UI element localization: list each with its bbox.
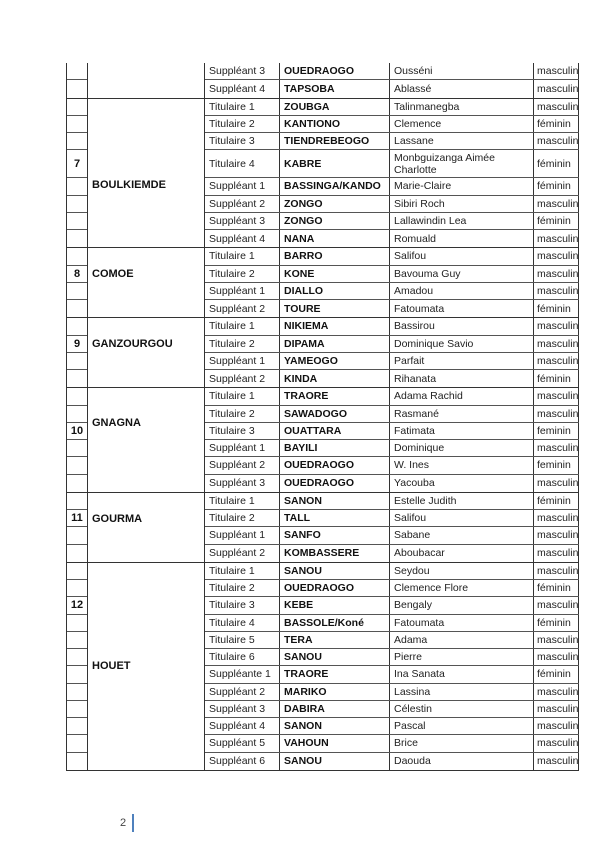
table-row xyxy=(205,475,579,492)
table-row xyxy=(205,440,579,457)
number-column xyxy=(66,563,88,770)
sex-cell: masculin xyxy=(534,527,579,543)
sex-cell: masculin xyxy=(534,266,579,282)
table-row xyxy=(205,266,579,283)
firstname-cell: Salifou xyxy=(390,510,534,526)
number-cell xyxy=(67,493,87,510)
lastname-cell: DIPAMA xyxy=(280,336,390,352)
lastname-cell: SANOU xyxy=(280,753,390,770)
sex-cell: masculin xyxy=(534,545,579,562)
role-cell: Suppléant 2 xyxy=(205,196,280,212)
role-cell: Titulaire 6 xyxy=(205,649,280,665)
firstname-cell: Ablassé xyxy=(390,80,534,97)
number-cell xyxy=(67,701,87,718)
number-cell xyxy=(67,370,87,387)
role-cell: Suppléant 4 xyxy=(205,80,280,97)
number-cell xyxy=(67,80,87,97)
firstname-cell: Adama xyxy=(390,632,534,648)
role-cell: Titulaire 5 xyxy=(205,632,280,648)
lastname-cell: SANOU xyxy=(280,563,390,579)
number-cell: 12 xyxy=(67,597,87,614)
number-cell xyxy=(67,545,87,562)
firstname-cell: Clemence xyxy=(390,116,534,132)
number-cell xyxy=(67,649,87,666)
sex-cell: masculin xyxy=(534,318,579,334)
number-cell xyxy=(67,684,87,701)
table-row xyxy=(205,701,579,718)
lastname-cell: OUEDRAOGO xyxy=(280,475,390,492)
role-cell: Titulaire 2 xyxy=(205,336,280,352)
firstname-cell: Dominique xyxy=(390,440,534,456)
role-cell: Suppléant 2 xyxy=(205,457,280,473)
role-cell: Suppléante 1 xyxy=(205,666,280,682)
role-cell: Suppléant 3 xyxy=(205,213,280,229)
number-cell xyxy=(67,632,87,649)
role-cell: Suppléant 3 xyxy=(205,63,280,79)
region-group xyxy=(66,493,579,563)
role-cell: Suppléant 1 xyxy=(205,353,280,369)
number-cell xyxy=(67,213,87,230)
region-name: GOURMA xyxy=(92,512,143,525)
sex-cell: masculin xyxy=(534,80,579,97)
firstname-cell: Yacouba xyxy=(390,475,534,492)
lastname-cell: ZONGO xyxy=(280,213,390,229)
firstname-cell: Sibiri Roch xyxy=(390,196,534,212)
number-cell xyxy=(67,615,87,632)
role-cell: Titulaire 2 xyxy=(205,116,280,132)
lastname-cell: BAYILI xyxy=(280,440,390,456)
firstname-cell: Aboubacar xyxy=(390,545,534,562)
role-cell: Suppléant 1 xyxy=(205,283,280,299)
lastname-cell: OUEDRAOGO xyxy=(280,457,390,473)
table-row xyxy=(205,99,579,116)
sex-cell: masculin xyxy=(534,649,579,665)
table-row xyxy=(205,116,579,133)
role-cell: Suppléant 5 xyxy=(205,735,280,751)
sex-cell: masculin xyxy=(534,99,579,115)
number-cell xyxy=(67,248,87,265)
sex-cell: masculin xyxy=(534,718,579,734)
role-cell: Titulaire 3 xyxy=(205,133,280,149)
sex-cell: féminin xyxy=(534,580,579,596)
number-cell: 7 xyxy=(67,150,87,178)
lastname-cell: OUEDRAOGO xyxy=(280,580,390,596)
firstname-cell: Bengaly xyxy=(390,597,534,613)
table-row xyxy=(205,666,579,683)
lastname-cell: BARRO xyxy=(280,248,390,264)
sex-cell: masculin xyxy=(534,336,579,352)
firstname-cell: Pierre xyxy=(390,649,534,665)
lastname-cell: KABRE xyxy=(280,150,390,177)
number-cell xyxy=(67,133,87,150)
lastname-cell: NIKIEMA xyxy=(280,318,390,334)
firstname-cell: Fatimata xyxy=(390,423,534,439)
number-cell xyxy=(67,440,87,457)
lastname-cell: YAMEOGO xyxy=(280,353,390,369)
table-row xyxy=(205,318,579,335)
table-row xyxy=(205,563,579,580)
number-cell xyxy=(67,457,87,474)
table-row xyxy=(205,336,579,353)
role-cell: Suppléant 6 xyxy=(205,753,280,770)
role-cell: Titulaire 1 xyxy=(205,318,280,334)
sex-cell: masculin xyxy=(534,563,579,579)
table-row xyxy=(205,283,579,300)
role-cell: Suppléant 2 xyxy=(205,684,280,700)
firstname-cell: Adama Rachid xyxy=(390,388,534,404)
lastname-cell: KEBE xyxy=(280,597,390,613)
sex-cell: féminin xyxy=(534,178,579,194)
table-row xyxy=(205,632,579,649)
sex-cell: masculin xyxy=(534,353,579,369)
table-row xyxy=(205,370,579,387)
firstname-cell: Amadou xyxy=(390,283,534,299)
sex-cell: masculin xyxy=(534,440,579,456)
table-row xyxy=(205,735,579,752)
firstname-cell: Rihanata xyxy=(390,370,534,387)
number-cell xyxy=(67,196,87,213)
firstname-cell: Daouda xyxy=(390,753,534,770)
lastname-cell: DABIRA xyxy=(280,701,390,717)
firstname-cell: Bavouma Guy xyxy=(390,266,534,282)
region-group xyxy=(66,248,579,318)
table-row xyxy=(205,615,579,632)
number-cell xyxy=(67,666,87,683)
role-cell: Suppléant 1 xyxy=(205,178,280,194)
role-cell: Suppléant 1 xyxy=(205,527,280,543)
lastname-cell: DIALLO xyxy=(280,283,390,299)
lastname-cell: KOMBASSERE xyxy=(280,545,390,562)
number-cell xyxy=(67,99,87,116)
table-row xyxy=(205,753,579,770)
page-footer xyxy=(120,814,134,832)
region-name: GANZOURGOU xyxy=(92,338,173,351)
table-row xyxy=(205,718,579,735)
table-row xyxy=(205,510,579,527)
firstname-cell: Lassina xyxy=(390,684,534,700)
firstname-cell: Romuald xyxy=(390,230,534,247)
role-cell: Titulaire 2 xyxy=(205,580,280,596)
sex-cell: masculin xyxy=(534,283,579,299)
number-cell xyxy=(67,563,87,580)
firstname-cell: Marie-Claire xyxy=(390,178,534,194)
lastname-cell: SANON xyxy=(280,493,390,509)
region-cell xyxy=(88,99,205,248)
region-group xyxy=(66,318,579,388)
role-cell: Titulaire 1 xyxy=(205,388,280,404)
table-row xyxy=(205,248,579,265)
number-column xyxy=(66,99,88,248)
lastname-cell: BASSINGA/KANDO xyxy=(280,178,390,194)
region-name: GNAGNA xyxy=(92,416,141,429)
number-cell xyxy=(67,475,87,492)
lastname-cell: KINDA xyxy=(280,370,390,387)
firstname-cell: Talinmanegba xyxy=(390,99,534,115)
sex-cell: féminin xyxy=(534,666,579,682)
role-cell: Titulaire 4 xyxy=(205,150,280,177)
region-name: BOULKIEMDE xyxy=(92,179,166,192)
role-cell: Suppléant 4 xyxy=(205,230,280,247)
role-cell: Titulaire 3 xyxy=(205,597,280,613)
lastname-cell: TERA xyxy=(280,632,390,648)
firstname-cell: Monbguizanga Aimée Charlotte xyxy=(390,150,534,177)
firstname-cell: Brice xyxy=(390,735,534,751)
region-cell xyxy=(88,493,205,562)
lastname-cell: BASSOLE/Koné xyxy=(280,615,390,631)
sex-cell: masculin xyxy=(534,63,579,79)
sex-cell: masculin xyxy=(534,684,579,700)
candidates-table xyxy=(66,63,579,771)
table-row xyxy=(205,649,579,666)
sex-cell: féminin xyxy=(534,150,579,177)
role-cell: Suppléant 2 xyxy=(205,545,280,562)
number-cell: 9 xyxy=(67,336,87,353)
number-cell xyxy=(67,580,87,597)
table-row xyxy=(205,63,579,80)
table-row xyxy=(205,493,579,510)
table-row xyxy=(205,353,579,370)
lastname-cell: TIENDREBEOGO xyxy=(280,133,390,149)
number-column xyxy=(66,248,88,317)
lastname-cell: TRAORE xyxy=(280,666,390,682)
firstname-cell: Dominique Savio xyxy=(390,336,534,352)
role-cell: Titulaire 1 xyxy=(205,99,280,115)
sex-cell: masculin xyxy=(534,196,579,212)
region-group xyxy=(66,563,579,771)
lastname-cell: KANTIONO xyxy=(280,116,390,132)
sex-cell: masculin xyxy=(534,701,579,717)
lastname-cell: ZOUBGA xyxy=(280,99,390,115)
lastname-cell: SANON xyxy=(280,718,390,734)
sex-cell: féminin xyxy=(534,493,579,509)
number-cell xyxy=(67,406,87,423)
lastname-cell: TRAORE xyxy=(280,388,390,404)
number-cell xyxy=(67,735,87,752)
lastname-cell: OUEDRAOGO xyxy=(280,63,390,79)
page-number-bar xyxy=(132,814,134,832)
region-name: HOUET xyxy=(92,660,131,673)
number-column xyxy=(66,318,88,387)
number-cell: 10 xyxy=(67,423,87,440)
number-cell xyxy=(67,178,87,195)
role-cell: Titulaire 4 xyxy=(205,615,280,631)
firstname-cell: Lassane xyxy=(390,133,534,149)
table-row xyxy=(205,580,579,597)
region-group xyxy=(66,388,579,493)
role-cell: Titulaire 2 xyxy=(205,510,280,526)
sex-cell: masculin xyxy=(534,230,579,247)
role-cell: Titulaire 1 xyxy=(205,563,280,579)
table-row xyxy=(205,457,579,474)
sex-cell: féminin xyxy=(534,370,579,387)
region-cell xyxy=(88,63,205,98)
firstname-cell: Rasmané xyxy=(390,406,534,422)
sex-cell: féminin xyxy=(534,300,579,317)
number-column xyxy=(66,63,88,98)
firstname-cell: Salifou xyxy=(390,248,534,264)
lastname-cell: TOURE xyxy=(280,300,390,317)
number-cell xyxy=(67,527,87,544)
lastname-cell: TAPSOBA xyxy=(280,80,390,97)
number-cell xyxy=(67,353,87,370)
number-cell xyxy=(67,63,87,80)
firstname-cell: Pascal xyxy=(390,718,534,734)
sex-cell: féminin xyxy=(534,116,579,132)
table-row xyxy=(205,80,579,97)
firstname-cell: Clemence Flore xyxy=(390,580,534,596)
region-group xyxy=(66,63,579,99)
role-cell: Suppléant 1 xyxy=(205,440,280,456)
sex-cell: masculin xyxy=(534,753,579,770)
firstname-cell: Fatoumata xyxy=(390,615,534,631)
table-row xyxy=(205,178,579,195)
sex-cell: feminin xyxy=(534,457,579,473)
lastname-cell: OUATTARA xyxy=(280,423,390,439)
region-cell xyxy=(88,388,205,492)
page-number: 2 xyxy=(120,817,127,829)
table-row xyxy=(205,196,579,213)
number-column xyxy=(66,388,88,492)
lastname-cell: SANFO xyxy=(280,527,390,543)
lastname-cell: MARIKO xyxy=(280,684,390,700)
sex-cell: masculin xyxy=(534,510,579,526)
sex-cell: masculin xyxy=(534,388,579,404)
region-cell xyxy=(88,563,205,770)
firstname-cell: Lallawindin Lea xyxy=(390,213,534,229)
table-row xyxy=(205,527,579,544)
role-cell: Titulaire 2 xyxy=(205,266,280,282)
number-column xyxy=(66,493,88,562)
role-cell: Titulaire 2 xyxy=(205,406,280,422)
sex-cell: féminin xyxy=(534,615,579,631)
firstname-cell: Seydou xyxy=(390,563,534,579)
lastname-cell: SAWADOGO xyxy=(280,406,390,422)
sex-cell: masculin xyxy=(534,406,579,422)
sex-cell: masculin xyxy=(534,475,579,492)
number-cell xyxy=(67,116,87,133)
table-row xyxy=(205,230,579,247)
region-name: COMOE xyxy=(92,268,134,281)
firstname-cell: Parfait xyxy=(390,353,534,369)
firstname-cell: Estelle Judith xyxy=(390,493,534,509)
number-cell xyxy=(67,718,87,735)
sex-cell: masculin xyxy=(534,248,579,264)
table-row xyxy=(205,388,579,405)
role-cell: Suppléant 3 xyxy=(205,701,280,717)
lastname-cell: VAHOUN xyxy=(280,735,390,751)
sex-cell: masculin xyxy=(534,597,579,613)
number-cell xyxy=(67,318,87,335)
number-cell: 11 xyxy=(67,510,87,527)
lastname-cell: ZONGO xyxy=(280,196,390,212)
table-row xyxy=(205,150,579,178)
table-row xyxy=(205,300,579,317)
region-cell xyxy=(88,248,205,317)
table-row xyxy=(205,423,579,440)
lastname-cell: NANA xyxy=(280,230,390,247)
firstname-cell: Bassirou xyxy=(390,318,534,334)
firstname-cell: Sabane xyxy=(390,527,534,543)
sex-cell: féminin xyxy=(534,213,579,229)
number-cell xyxy=(67,753,87,770)
firstname-cell: Célestin xyxy=(390,701,534,717)
role-cell: Titulaire 1 xyxy=(205,493,280,509)
sex-cell: feminin xyxy=(534,423,579,439)
number-cell: 8 xyxy=(67,266,87,283)
firstname-cell: Fatoumata xyxy=(390,300,534,317)
number-cell xyxy=(67,283,87,300)
lastname-cell: KONE xyxy=(280,266,390,282)
lastname-cell: SANOU xyxy=(280,649,390,665)
region-group xyxy=(66,99,579,249)
role-cell: Titulaire 1 xyxy=(205,248,280,264)
role-cell: Suppléant 4 xyxy=(205,718,280,734)
table-row xyxy=(205,133,579,150)
sex-cell: masculin xyxy=(534,632,579,648)
sex-cell: masculin xyxy=(534,735,579,751)
role-cell: Suppléant 3 xyxy=(205,475,280,492)
table-row xyxy=(205,213,579,230)
number-cell xyxy=(67,388,87,405)
sex-cell: masculin xyxy=(534,133,579,149)
table-row xyxy=(205,406,579,423)
role-cell: Titulaire 3 xyxy=(205,423,280,439)
lastname-cell: TALL xyxy=(280,510,390,526)
table-row xyxy=(205,597,579,614)
firstname-cell: W. Ines xyxy=(390,457,534,473)
role-cell: Suppléant 2 xyxy=(205,370,280,387)
firstname-cell: Ina Sanata xyxy=(390,666,534,682)
table-row xyxy=(205,545,579,562)
number-cell xyxy=(67,230,87,247)
number-cell xyxy=(67,300,87,317)
region-cell xyxy=(88,318,205,387)
role-cell: Suppléant 2 xyxy=(205,300,280,317)
table-row xyxy=(205,684,579,701)
firstname-cell: Ousséni xyxy=(390,63,534,79)
